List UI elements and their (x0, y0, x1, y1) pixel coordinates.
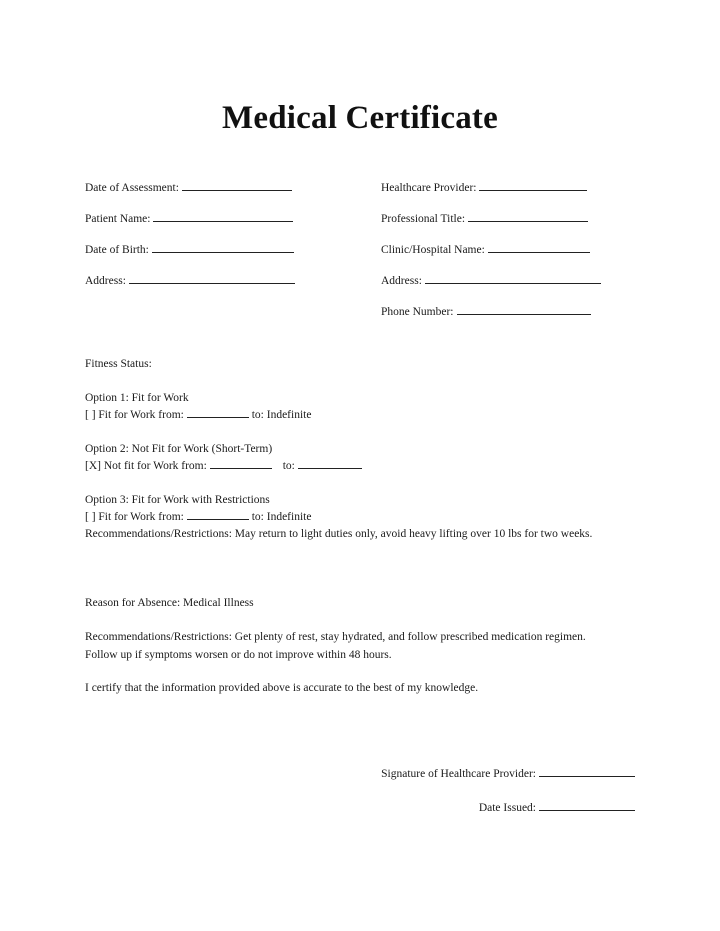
date-of-birth-blank (152, 242, 294, 253)
signature-blank (539, 766, 635, 777)
date-issued-field (479, 800, 635, 816)
signature-field (381, 766, 635, 782)
option1-to: to: Indefinite (251, 409, 312, 421)
option3-title: Option 3: Fit for Work with Restrictions (85, 494, 270, 506)
recommendations-paragraph: Recommendations/Restrictions: Get plenty of rest, stay hydrated, and follow prescribed medication regimen. Follow up if symptoms worsen or do not improve within 48 hours. (85, 631, 586, 661)
option2-title: Option 2: Not Fit for Work (Short-Term) (85, 443, 273, 455)
option2-checkbox-line (85, 458, 362, 474)
date-issued-blank (539, 800, 635, 811)
patient-name-field (85, 211, 293, 227)
clinic-hospital-name-blank (488, 242, 590, 253)
professional-title-blank (468, 211, 588, 222)
clinic-hospital-name-label: Clinic/Hospital Name: (381, 244, 485, 256)
date-of-assessment-label: Date of Assessment: (85, 182, 179, 194)
provider-address-blank (425, 273, 601, 284)
provider-address-label: Address: (381, 275, 422, 287)
date-of-birth-field (85, 242, 294, 258)
patient-address-label: Address: (85, 275, 126, 287)
date-of-assessment-field (85, 180, 292, 196)
phone-number-blank (457, 304, 591, 315)
option1-title: Option 1: Fit for Work (85, 392, 189, 404)
healthcare-provider-label: Healthcare Provider: (381, 182, 477, 194)
clinic-hospital-name-field (381, 242, 590, 258)
professional-title-field (381, 211, 588, 227)
patient-address-blank (129, 273, 295, 284)
document-title: Medical Certificate (222, 100, 498, 136)
patient-name-label: Patient Name: (85, 213, 151, 225)
option2-to: to: (282, 460, 295, 472)
option2-checkbox: [X] Not fit for Work from: (85, 460, 207, 472)
healthcare-provider-field (381, 180, 587, 196)
option3-to: to: Indefinite (251, 511, 312, 523)
phone-number-label: Phone Number: (381, 306, 454, 318)
patient-address-field (85, 273, 295, 289)
option3-recommendations: Recommendations/Restrictions: May return to light duties only, avoid heavy lifting over 10 lbs for two weeks. (85, 528, 593, 540)
provider-address-field (381, 273, 601, 289)
option3-checkbox: [ ] Fit for Work from: (85, 511, 184, 523)
option3-from-blank (187, 509, 249, 520)
option3-checkbox-line (85, 509, 311, 525)
option2-from-blank (210, 458, 272, 469)
patient-name-blank (153, 211, 293, 222)
phone-number-field (381, 304, 591, 320)
date-issued-label: Date Issued: (478, 802, 536, 814)
reason-for-absence: Reason for Absence: Medical Illness (85, 597, 254, 609)
date-of-assessment-blank (182, 180, 292, 191)
signature-label: Signature of Healthcare Provider: (381, 768, 536, 780)
fitness-status-heading: Fitness Status: (85, 358, 152, 370)
option1-from-blank (187, 407, 249, 418)
date-of-birth-label: Date of Birth: (85, 244, 149, 256)
healthcare-provider-blank (479, 180, 587, 191)
professional-title-label: Professional Title: (381, 213, 466, 225)
option1-checkbox-line (85, 407, 311, 423)
certification-statement: I certify that the information provided above is accurate to the best of my knowledge. (85, 682, 479, 694)
option1-checkbox: [ ] Fit for Work from: (85, 409, 184, 421)
option2-to-blank (298, 458, 362, 469)
